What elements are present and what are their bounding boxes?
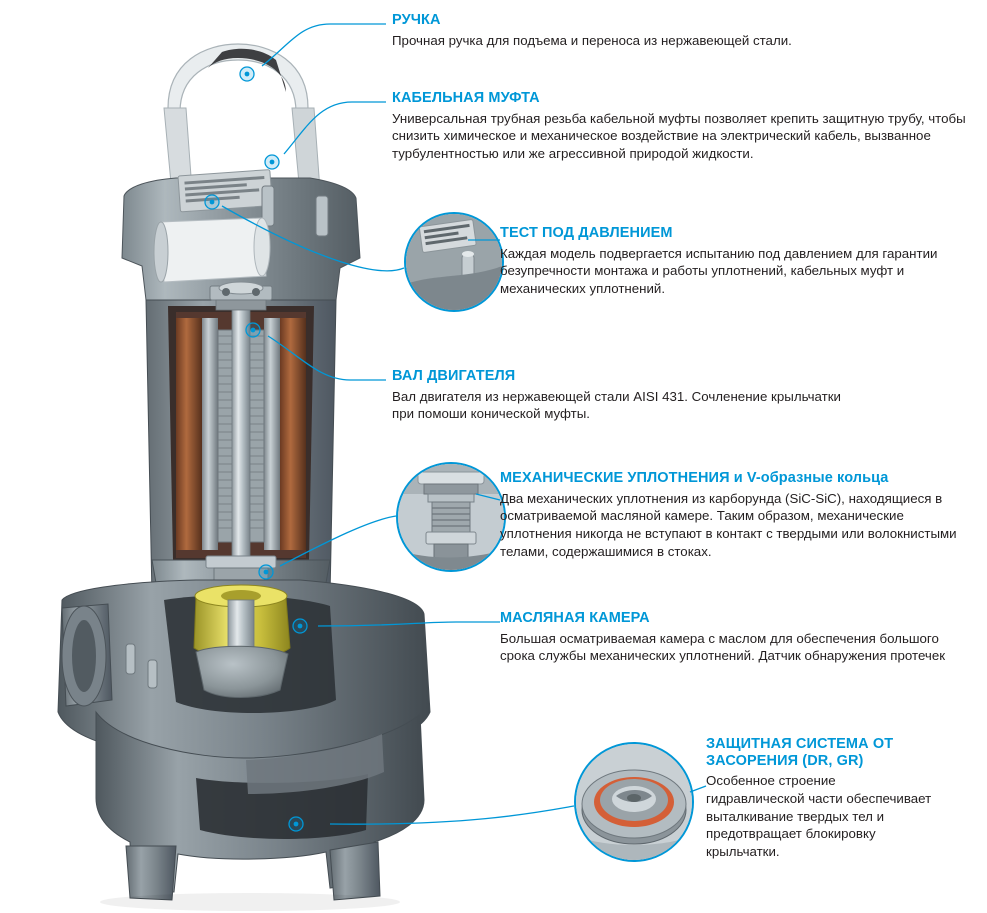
- callout-motor-shaft-title: ВАЛ ДВИГАТЕЛЯ: [392, 368, 516, 384]
- callout-mechanical-seals-body: Два механических уплотнения из карборунда (SiC-SiC), находящиеся в осматриваемой масляной камере. Таким образом, механические уплотнения никогда не вступают в контакт с твердыми или волокнистыми телами, содержашимися в стоках.: [500, 490, 957, 559]
- callout-cable-gland-title: КАБЕЛЬНАЯ МУФТА: [392, 90, 540, 106]
- callout-cable-gland-body: Универсальная трубная резьба кабельной муфты позволяет крепить защитную трубу, чтобы снизить химическое и механическое воздействие на электрический кабель, вызванное турбулентностью или же агрессивной природой жидкости.: [392, 110, 966, 162]
- callout-anti-clog-body: Особенное строение гидравлической части обеспечивает выталкивание твердых тел и предотвращает блокировку крыльчатки.: [706, 773, 932, 859]
- callout-mechanical-seals: [500, 470, 970, 560]
- callout-oil-chamber-body: Большая осматриваемая камера с маслом для обеспечения большого срока службы механических уплотнений. Датчик обнаружения протечек: [500, 630, 946, 664]
- pressure-test-inset: [404, 212, 504, 312]
- callout-oil-chamber: [500, 610, 970, 665]
- callout-motor-shaft-body: Вал двигателя из нержавеющей стали AISI 431. Сочленение крыльчатки при помоши конической муфты.: [392, 388, 841, 422]
- callout-mechanical-seals-title: МЕХАНИЧЕСКИЕ УПЛОТНЕНИЯ и V-образные кольца: [500, 470, 889, 486]
- callout-handle: [392, 12, 952, 49]
- callout-cable-gland: [392, 90, 970, 163]
- callout-oil-chamber-title: МАСЛЯНАЯ КАМЕРА: [500, 610, 650, 626]
- callout-pressure-test-title: ТЕСТ ПОД ДАВЛЕНИЕМ: [500, 225, 673, 241]
- mechanical-seals-inset: [396, 462, 506, 572]
- anti-clog-inset: [574, 742, 694, 862]
- callout-motor-shaft: [392, 368, 862, 423]
- callout-pressure-test: [500, 225, 972, 298]
- callout-anti-clog: [706, 736, 936, 861]
- callout-handle-title: РУЧКА: [392, 12, 441, 28]
- callout-anti-clog-title: ЗАЩИТНАЯ СИСТЕМА ОТ ЗАСОРЕНИЯ (DR, GR): [706, 736, 894, 770]
- callout-handle-body: Прочная ручка для подъема и переноса из нержавеющей стали.: [392, 32, 792, 48]
- callout-pressure-test-body: Каждая модель подвергается испытанию под давлением для гарантии безупречности монтажа и работы уплотнений, кабельных муфт и механических уплотнений.: [500, 245, 938, 297]
